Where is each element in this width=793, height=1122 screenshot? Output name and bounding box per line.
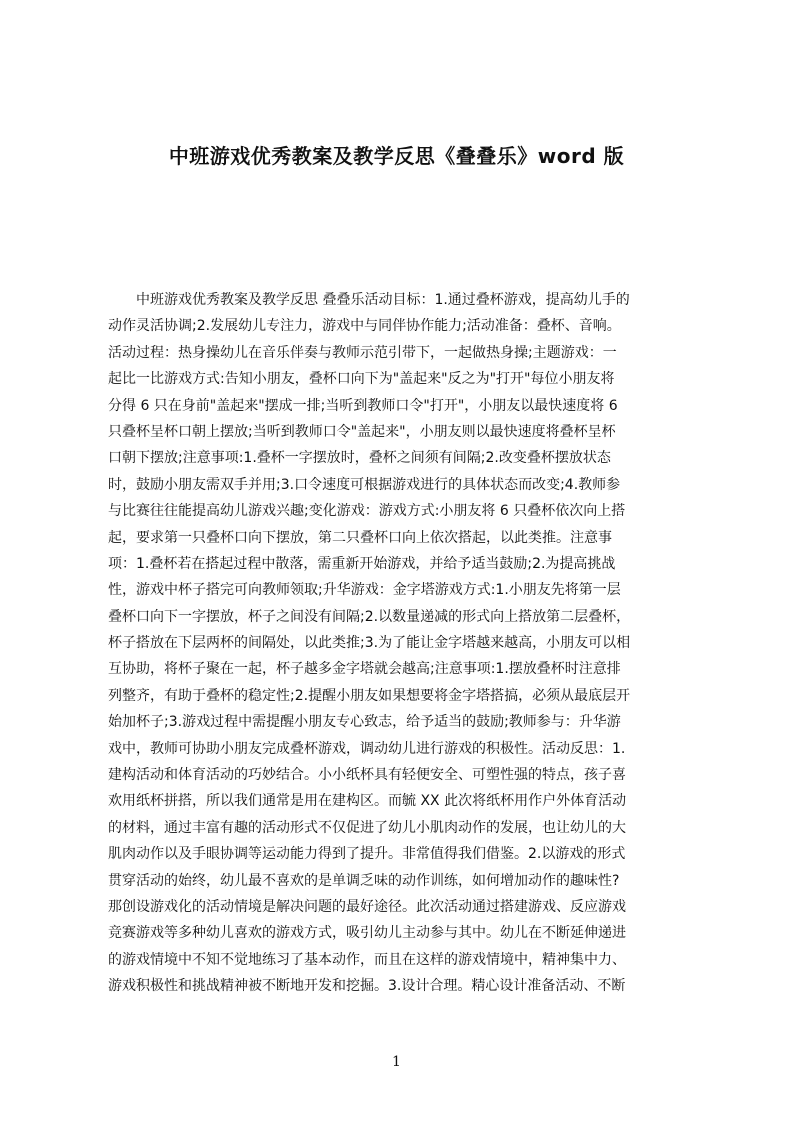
body-line: 列整齐，有助于叠杯的稳定性;2.提醒小朋友如果想要将金字塔搭搞，必须从最底层开: [108, 687, 631, 704]
body-line: 与比赛往往能提高幼儿游戏兴趣;变化游戏：游戏方式:小朋友将 6 只叠杯依次向上搭: [108, 503, 626, 520]
body-line: 欢用纸杯拼搭，所以我们通常是用在建构区。而毓 XX 此次将纸杯用作户外体育活动: [108, 793, 627, 810]
body-line: 动作灵活协调;2.发展幼儿专注力，游戏中与同伴协作能力;活动准备：叠杯、音响。: [108, 318, 621, 335]
body-line: 分得 6 只在身前"盖起来"摆成一排;当听到教师口令"打开"，小朋友以最快速度将 6: [108, 397, 618, 414]
body-line: 互协助，将杯子聚在一起，杯子越多金字塔就会越高;注意事项:1.摆放叠杯时注意排: [108, 661, 621, 678]
body-line: 始加杯子;3.游戏过程中需提醒小朋友专心致志，给予适当的鼓励;教师参与：升华游: [108, 714, 621, 731]
body-line: 起，要求第一只叠杯口向下摆放，第二只叠杯口向上依次搭起，以此类推。注意事: [108, 529, 612, 546]
document-body: [108, 287, 698, 1037]
body-line: 杯子搭放在下层两杯的间隔处，以此类推;3.为了能让金字塔越来越高，小朋友可以相: [108, 635, 631, 652]
body-line: 竞赛游戏等多种幼儿喜欢的游戏方式，吸引幼儿主动参与其中。幼儿在不断延伸递进: [108, 925, 626, 942]
body-line: 中班游戏优秀教案及教学反思 叠叠乐活动目标：1.通过叠杯游戏，提高幼儿手的: [108, 292, 630, 308]
body-line: 肌肉动作以及手眼协调等运动能力得到了提升。非常值得我们借鉴。2.以游戏的形式: [108, 846, 626, 863]
document-title: 中班游戏优秀教案及教学反思《叠叠乐》word 版: [168, 144, 625, 168]
body-line: 起比一比游戏方式:告知小朋友，叠杯口向下为"盖起来"反之为"打开"每位小朋友将: [108, 371, 615, 388]
page-number: 1: [392, 1054, 401, 1070]
body-line: 建构活动和体育活动的巧妙结合。小小纸杯具有轻便安全、可塑性强的特点，孩子喜: [108, 767, 626, 784]
body-line: 游戏积极性和挑战精神被不断地开发和挖掘。3.设计合理。精心设计准备活动、不断: [108, 978, 626, 995]
body-line: 只叠杯呈杯口朝上摆放;当听到教师口令"盖起来"，小朋友则以最快速度将叠杯呈杯: [108, 423, 616, 440]
body-line: 时，鼓励小朋友需双手并用;3.口令速度可根据游戏进行的具体状态而改变;4.教师参: [108, 476, 621, 493]
body-line: 的材料，通过丰富有趣的活动形式不仅促进了幼儿小肌肉动作的发展，也让幼儿的大: [108, 819, 626, 836]
body-line: 的游戏情境中不知不觉地练习了基本动作，而且在这样的游戏情境中，精神集中力、: [108, 951, 626, 968]
body-line: 项：1.叠杯若在搭起过程中散落，需重新开始游戏，并给予适当鼓励;2.为提高挑战: [108, 555, 616, 572]
body-line: 叠杯口向下一字摆放，杯子之间没有间隔;2.以数量递减的形式向上搭放第二层叠杯，: [108, 608, 631, 625]
body-line: 口朝下摆放;注意事项:1.叠杯一字摆放时，叠杯之间须有间隔;2.改变叠杯摆放状态: [108, 450, 611, 467]
body-line: 活动过程：热身操幼儿在音乐伴奏与教师示范引带下，一起做热身操;主题游戏：一: [108, 344, 617, 361]
body-line: 戏中，教师可协助小朋友完成叠杯游戏，调动幼儿进行游戏的积极性。活动反思：1.: [108, 740, 626, 757]
body-line: 性，游戏中杯子搭完可向教师领取;升华游戏：金字塔游戏方式:1.小朋友先将第一层: [108, 582, 621, 599]
body-line: 那创设游戏化的活动情境是解决问题的最好途径。此次活动通过搭建游戏、反应游戏: [108, 898, 626, 915]
body-line: 贯穿活动的始终，幼儿最不喜欢的是单调乏味的动作训练，如何增加动作的趣味性?: [108, 872, 620, 889]
